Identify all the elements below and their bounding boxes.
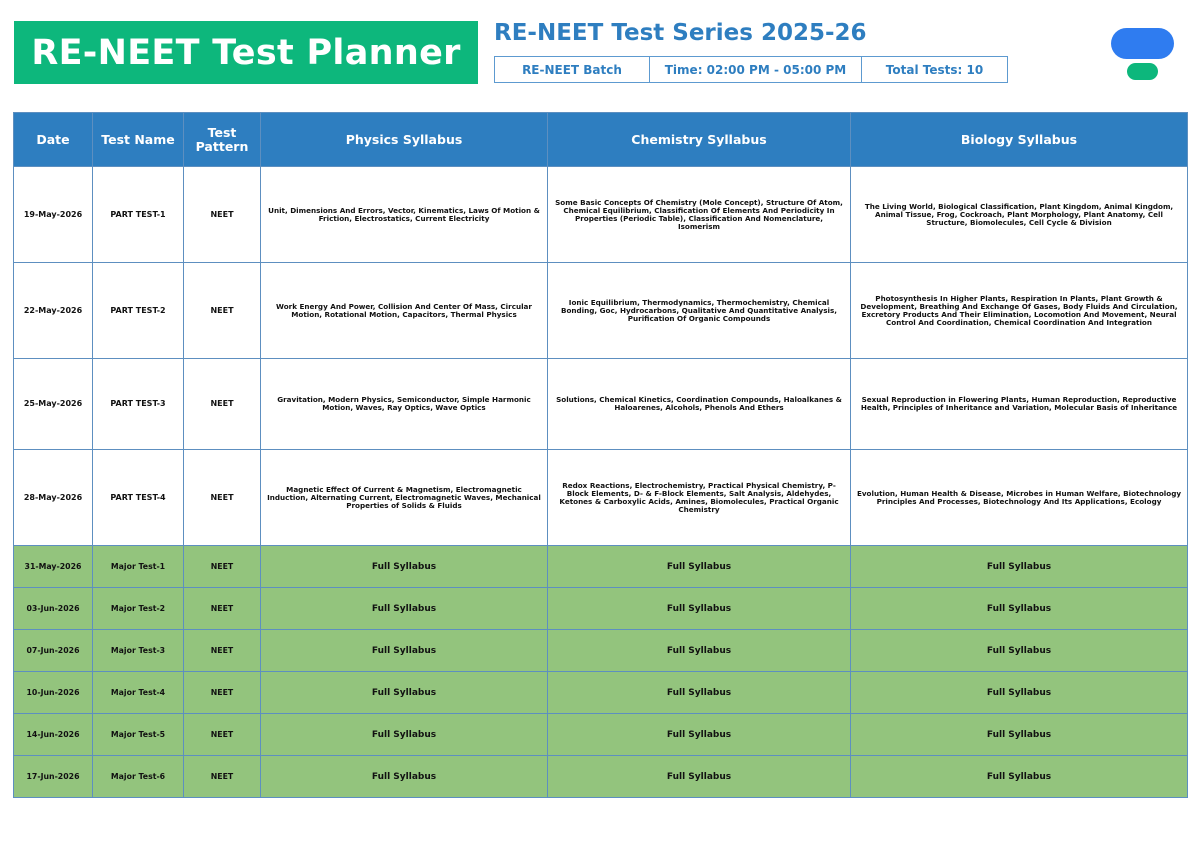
table-row (14, 756, 1188, 798)
cell-chemistry-syllabus: Full Syllabus (548, 588, 851, 630)
cell-test-pattern: NEET (184, 546, 261, 588)
cell-physics-syllabus: Work Energy And Power, Collision And Center Of Mass, Circular Motion, Rotational Motion, Capacitors, Thermal Physics (261, 263, 548, 359)
table-row (14, 672, 1188, 714)
cell-physics-syllabus: Full Syllabus (261, 630, 548, 672)
cell-biology-syllabus: Sexual Reproduction in Flowering Plants, Human Reproduction, Reproductive Health, Principles of Inheritance and Variation, Molecular Basis of Inheritance (851, 359, 1188, 450)
cell-test-pattern: NEET (184, 714, 261, 756)
table-row (14, 714, 1188, 756)
series-title: RE-NEET Test Series 2025-26 (494, 20, 867, 46)
cell-date: 19-May-2026 (14, 167, 93, 263)
cell-chemistry-syllabus: Some Basic Concepts Of Chemistry (Mole Concept), Structure Of Atom, Chemical Equilibrium, Classification Of Elements And Periodicity In Properties (Periodic Table), Classification And Nomenclature, Isomerism (548, 167, 851, 263)
cell-chemistry-syllabus: Full Syllabus (548, 546, 851, 588)
table-row (14, 263, 1188, 359)
cell-test-name: Major Test-5 (93, 714, 184, 756)
cell-biology-syllabus: Full Syllabus (851, 546, 1188, 588)
table-row (14, 546, 1188, 588)
cell-test-name: Major Test-3 (93, 630, 184, 672)
cell-physics-syllabus: Full Syllabus (261, 672, 548, 714)
cell-test-name: Major Test-2 (93, 588, 184, 630)
cell-test-name: PART TEST-3 (93, 359, 184, 450)
cell-date: 22-May-2026 (14, 263, 93, 359)
planner-title-banner (14, 21, 478, 84)
cell-test-pattern: NEET (184, 263, 261, 359)
cell-date: 25-May-2026 (14, 359, 93, 450)
cell-biology-syllabus: Evolution, Human Health & Disease, Microbes in Human Welfare, Biotechnology Principles And Processes, Biotechnology And Its Applications, Ecology (851, 450, 1188, 546)
cell-test-pattern: NEET (184, 588, 261, 630)
cell-test-pattern: NEET (184, 672, 261, 714)
cell-chemistry-syllabus: Redox Reactions, Electrochemistry, Practical Physical Chemistry, P-Block Elements, D- & F-Block Elements, Salt Analysis, Aldehydes, Ketones & Carboxylic Acids, Amines, Biomolecules, Practical Organic Chemistry (548, 450, 851, 546)
test-time: Time: 02:00 PM - 05:00 PM (650, 57, 862, 82)
table-row (14, 588, 1188, 630)
logo-icon-bottom (1127, 63, 1158, 80)
header-physics: Physics Syllabus (261, 113, 548, 167)
logo-icon-top (1111, 28, 1174, 59)
header-biology: Biology Syllabus (851, 113, 1188, 167)
cell-date: 07-Jun-2026 (14, 630, 93, 672)
cell-date: 17-Jun-2026 (14, 756, 93, 798)
cell-date: 31-May-2026 (14, 546, 93, 588)
cell-test-name: PART TEST-1 (93, 167, 184, 263)
cell-chemistry-syllabus: Full Syllabus (548, 714, 851, 756)
cell-chemistry-syllabus: Ionic Equilibrium, Thermodynamics, Thermochemistry, Chemical Bonding, Goc, Hydrocarbons, Qualitative And Quantitative Analysis, Purification Of Organic Compounds (548, 263, 851, 359)
cell-test-pattern: NEET (184, 630, 261, 672)
cell-test-name: Major Test-6 (93, 756, 184, 798)
cell-chemistry-syllabus: Solutions, Chemical Kinetics, Coordination Compounds, Haloalkanes & Haloarenes, Alcohols, Phenols And Ethers (548, 359, 851, 450)
header-date: Date (14, 113, 93, 167)
cell-date: 03-Jun-2026 (14, 588, 93, 630)
table-header-row (14, 113, 1188, 167)
cell-biology-syllabus: Full Syllabus (851, 756, 1188, 798)
cell-physics-syllabus: Gravitation, Modern Physics, Semiconductor, Simple Harmonic Motion, Waves, Ray Optics, Wave Optics (261, 359, 548, 450)
total-tests: Total Tests: 10 (885, 62, 984, 77)
table-row (14, 167, 1188, 263)
cell-test-pattern: NEET (184, 167, 261, 263)
header-test-pattern: Test Pattern (184, 113, 261, 167)
header-chemistry: Chemistry Syllabus (548, 113, 851, 167)
cell-test-name: PART TEST-2 (93, 263, 184, 359)
cell-physics-syllabus: Full Syllabus (261, 714, 548, 756)
cell-test-pattern: NEET (184, 756, 261, 798)
cell-biology-syllabus: Full Syllabus (851, 630, 1188, 672)
cell-physics-syllabus: Full Syllabus (261, 546, 548, 588)
cell-date: 10-Jun-2026 (14, 672, 93, 714)
cell-test-pattern: NEET (184, 359, 261, 450)
cell-test-name: Major Test-1 (93, 546, 184, 588)
cell-chemistry-syllabus: Full Syllabus (548, 672, 851, 714)
cell-test-name: PART TEST-4 (93, 450, 184, 546)
batch-info-bar (494, 56, 1008, 83)
cell-test-name: Major Test-4 (93, 672, 184, 714)
table-row (14, 450, 1188, 546)
cell-physics-syllabus: Full Syllabus (261, 588, 548, 630)
cell-physics-syllabus: Unit, Dimensions And Errors, Vector, Kinematics, Laws Of Motion & Friction, Electrostatics, Current Electricity (261, 167, 548, 263)
cell-chemistry-syllabus: Full Syllabus (548, 630, 851, 672)
cell-physics-syllabus: Full Syllabus (261, 756, 548, 798)
cell-biology-syllabus: Full Syllabus (851, 714, 1188, 756)
cell-biology-syllabus: Photosynthesis In Higher Plants, Respiration In Plants, Plant Growth & Development, Breathing And Exchange Of Gases, Body Fluids And Circulation, Excretory Products And Their Elimination, Locomotion And Movement, Neural Control And Coordination, Chemical Coordination And Integration (851, 263, 1188, 359)
cell-date: 14-Jun-2026 (14, 714, 93, 756)
cell-date: 28-May-2026 (14, 450, 93, 546)
cell-biology-syllabus: The Living World, Biological Classification, Plant Kingdom, Animal Kingdom, Animal Tissue, Frog, Cockroach, Plant Morphology, Plant Anatomy, Cell Structure, Biomolecules, Cell Cycle & Division (851, 167, 1188, 263)
table-row (14, 630, 1188, 672)
cell-chemistry-syllabus: Full Syllabus (548, 756, 851, 798)
cell-test-pattern: NEET (184, 450, 261, 546)
cell-physics-syllabus: Magnetic Effect Of Current & Magnetism, Electromagnetic Induction, Alternating Current, Electromagnetic Waves, Mechanical Properties of Solids & Fluids (261, 450, 548, 546)
planner-title: RE-NEET Test Planner (31, 32, 461, 73)
header-test-name: Test Name (93, 113, 184, 167)
batch-name: RE-NEET Batch (495, 57, 650, 82)
test-schedule-table (13, 112, 1188, 798)
table-row (14, 359, 1188, 450)
cell-biology-syllabus: Full Syllabus (851, 672, 1188, 714)
cell-biology-syllabus: Full Syllabus (851, 588, 1188, 630)
